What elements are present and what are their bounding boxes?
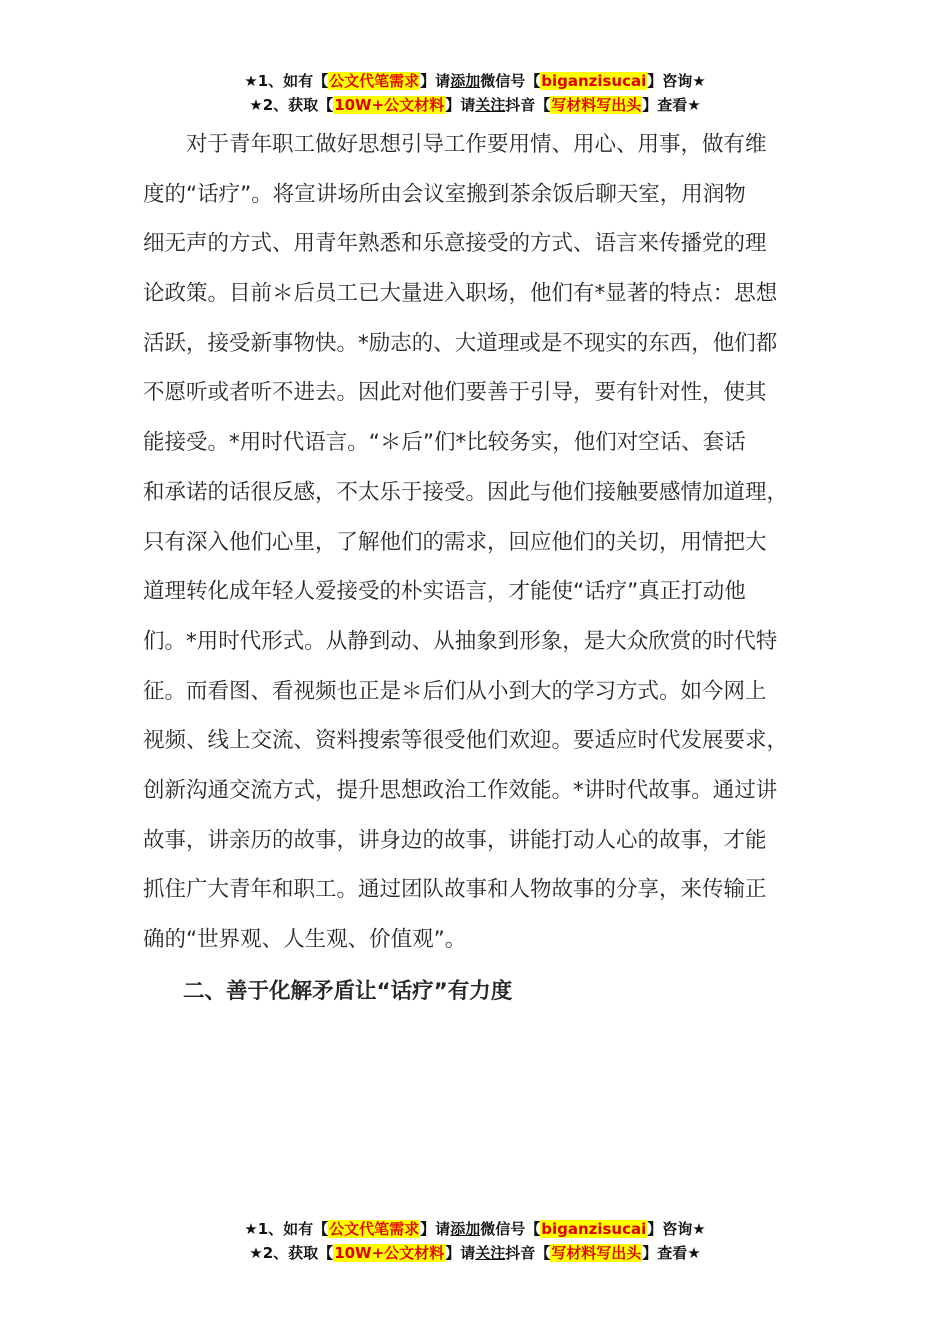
header-banner-line-2: ★2、获取【10W+公文材料】请关注抖音【写材料写出头】查看★ bbox=[249, 96, 701, 114]
body-line: 不愿听或者听不进去。因此对他们要善于引导，要有针对性，使其 bbox=[143, 380, 767, 406]
body-line: 确的“世界观、人生观、价值观”。 bbox=[143, 927, 467, 952]
body-paragraph bbox=[143, 120, 828, 965]
highlight-materials: 10W+公文材料 bbox=[334, 1244, 445, 1262]
section-heading: 二、善于化解矛盾让“话疗”有力度 bbox=[183, 979, 513, 1004]
body-line: 们。*用时代形式。从静到动、从抽象到形象，是大众欣赏的时代特 bbox=[143, 628, 778, 654]
body-line: 对于青年职工做好思想引导工作要用情、用心、用事，做有维 bbox=[143, 132, 767, 157]
highlight-douyin-account: 写材料写出头 bbox=[551, 1244, 642, 1262]
body-line: 故事，讲亲历的故事，讲身边的故事，讲能打动人心的故事，才能 bbox=[143, 827, 767, 853]
footer-banner-line-1: ★1、如有【公文代笔需求】请添加微信号【biganzisucai】咨询★ bbox=[244, 1220, 706, 1238]
body-line: 视频、线上交流、资料搜索等很受他们欢迎。要适应时代发展要求， bbox=[143, 728, 789, 754]
body-line: 论政策。目前＊后员工已大量进入职场，他们有*显著的特点：思想 bbox=[143, 281, 778, 307]
header-banner-line-1: ★1、如有【公文代笔需求】请添加微信号【biganzisucai】咨询★ bbox=[244, 72, 706, 90]
body-line: 度的“话疗”。将宣讲场所由会议室搬到茶余饭后聊天室，用润物 bbox=[143, 181, 746, 207]
highlight-wechat-id: biganzisucai bbox=[541, 1220, 647, 1238]
highlight-service: 公文代笔需求 bbox=[329, 1220, 420, 1238]
body-line: 活跃，接受新事物快。*励志的、大道理或是不现实的东西，他们都 bbox=[143, 330, 778, 356]
highlight-wechat-id: biganzisucai bbox=[541, 72, 647, 90]
body-line: 抓住广大青年和职工。通过团队故事和人物故事的分享，来传输正 bbox=[143, 877, 767, 903]
body-line: 细无声的方式、用青年熟悉和乐意接受的方式、语言来传播党的理 bbox=[143, 231, 767, 257]
body-line: 只有深入他们心里，了解他们的需求，回应他们的关切，用情把大 bbox=[143, 529, 767, 555]
body-line: 能接受。*用时代语言。“＊后”们*比较务实，他们对空话、套话 bbox=[143, 430, 746, 456]
body-line: 和承诺的话很反感，不太乐于接受。因此与他们接触要感情加道理， bbox=[143, 479, 789, 505]
body-line: 征。而看图、看视频也正是＊后们从小到大的学习方式。如今网上 bbox=[143, 678, 767, 704]
body-line: 创新沟通交流方式，提升思想政治工作效能。*讲时代故事。通过讲 bbox=[143, 777, 778, 803]
body-line: 道理转化成年轻人爱接受的朴实语言，才能使“话疗”真正打动他 bbox=[143, 579, 746, 605]
header-banner bbox=[0, 69, 950, 117]
footer-banner-line-2: ★2、获取【10W+公文材料】请关注抖音【写材料写出头】查看★ bbox=[249, 1244, 701, 1262]
highlight-service: 公文代笔需求 bbox=[329, 72, 420, 90]
highlight-materials: 10W+公文材料 bbox=[334, 96, 445, 114]
highlight-douyin-account: 写材料写出头 bbox=[551, 96, 642, 114]
footer-banner bbox=[0, 1217, 950, 1265]
